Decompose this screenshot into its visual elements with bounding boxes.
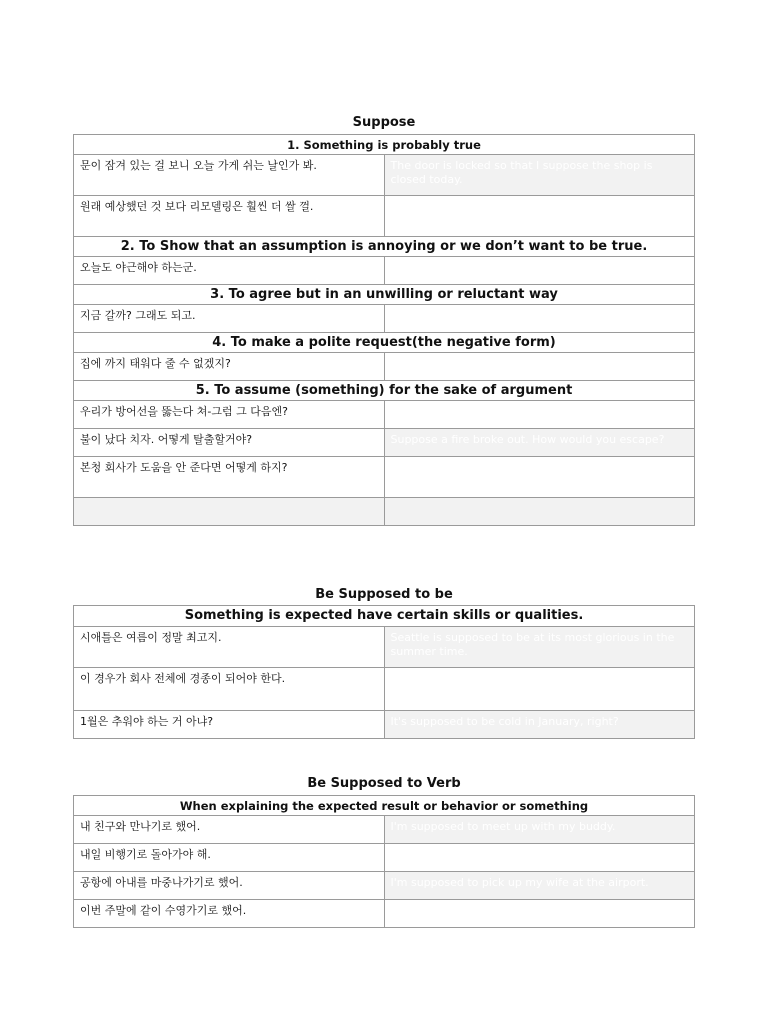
be-supposed-to-verb-table	[73, 795, 695, 928]
section-heading: When explaining the expected result or behavior or something	[74, 796, 695, 816]
english-answer-cell[interactable]	[384, 900, 695, 928]
table-row	[74, 401, 695, 429]
english-answer-cell[interactable]	[384, 401, 695, 429]
korean-sentence: 공항에 아내를 마중나가기로 했어.	[74, 872, 385, 900]
english-answer-cell[interactable]	[384, 844, 695, 872]
be-supposed-to-be-title: Be Supposed to be	[315, 587, 453, 602]
table-row	[74, 196, 695, 237]
table-row	[74, 900, 695, 928]
table-row	[74, 381, 695, 401]
english-answer-cell[interactable]	[384, 668, 695, 711]
be-supposed-to-be-table	[73, 605, 695, 739]
table-row	[74, 711, 695, 739]
korean-sentence: 오늘도 야근해야 하는군.	[74, 257, 385, 285]
table-row	[74, 257, 695, 285]
table-row	[74, 457, 695, 498]
be-supposed-to-verb-title: Be Supposed to Verb	[307, 776, 461, 791]
korean-sentence: 내일 비행기로 돌아가야 해.	[74, 844, 385, 872]
table-row	[74, 155, 695, 196]
table-row	[74, 305, 695, 333]
korean-sentence: 내 친구와 만나기로 했어.	[74, 816, 385, 844]
english-answer-cell[interactable]: Suppose a fire broke out. How would you escape?	[384, 429, 695, 457]
table-row	[74, 627, 695, 668]
korean-sentence: 문이 잠겨 있는 걸 보니 오늘 가게 쉬는 날인가 봐.	[74, 155, 385, 196]
korean-sentence: 불이 났다 치자. 어떻게 탈출할거야?	[74, 429, 385, 457]
table-row	[74, 333, 695, 353]
korean-sentence: 1월은 추워야 하는 거 아냐?	[74, 711, 385, 739]
english-answer-cell[interactable]	[384, 305, 695, 333]
english-answer-cell[interactable]	[384, 457, 695, 498]
table-row	[74, 606, 695, 627]
korean-sentence: 집에 까지 태워다 줄 수 없겠지?	[74, 353, 385, 381]
table-row	[74, 353, 695, 381]
english-answer-cell[interactable]: I'm supposed to meet up with my buddy.	[384, 816, 695, 844]
english-answer-cell[interactable]	[384, 196, 695, 237]
korean-sentence: 원래 예상했던 것 보다 리모델링은 훨씬 더 쌀 껄.	[74, 196, 385, 237]
english-answer-cell[interactable]	[384, 257, 695, 285]
korean-sentence: 본청 회사가 도움을 안 준다면 어떻게 하지?	[74, 457, 385, 498]
section-heading-5: 5. To assume (something) for the sake of argument	[74, 381, 695, 401]
english-answer-cell[interactable]: The door is locked so that I suppose the shop is closed today.	[384, 155, 695, 196]
english-answer-cell[interactable]	[384, 353, 695, 381]
suppose-table	[73, 134, 695, 526]
english-answer-cell[interactable]: It's supposed to be cold in January, right?	[384, 711, 695, 739]
table-row	[74, 816, 695, 844]
table-row	[74, 429, 695, 457]
english-answer-cell[interactable]: I'm supposed to pick up my wife at the airport.	[384, 872, 695, 900]
suppose-title: Suppose	[352, 115, 416, 130]
korean-sentence: 시애틀은 여름이 정말 최고지.	[74, 627, 385, 668]
korean-sentence: 우리가 방어선을 뚫는다 쳐-그럼 그 다음엔?	[74, 401, 385, 429]
korean-sentence	[74, 498, 385, 526]
korean-sentence: 이 경우가 회사 전체에 경종이 되어야 한다.	[74, 668, 385, 711]
table-row	[74, 498, 695, 526]
english-answer-cell[interactable]: Seattle is supposed to be at its most glorious in the summer time.	[384, 627, 695, 668]
table-row	[74, 237, 695, 257]
section-heading-2: 2. To Show that an assumption is annoying or we don’t want to be true.	[74, 237, 695, 257]
english-answer-cell[interactable]	[384, 498, 695, 526]
table-row	[74, 872, 695, 900]
section-heading: Something is expected have certain skills or qualities.	[74, 606, 695, 627]
table-row	[74, 285, 695, 305]
table-row	[74, 135, 695, 155]
korean-sentence: 지금 갈까? 그래도 되고.	[74, 305, 385, 333]
section-heading-1: 1. Something is probably true	[74, 135, 695, 155]
section-heading-3: 3. To agree but in an unwilling or reluctant way	[74, 285, 695, 305]
section-heading-4: 4. To make a polite request(the negative form)	[74, 333, 695, 353]
table-row	[74, 668, 695, 711]
korean-sentence: 이번 주말에 같이 수영가기로 했어.	[74, 900, 385, 928]
table-row	[74, 844, 695, 872]
table-row	[74, 796, 695, 816]
